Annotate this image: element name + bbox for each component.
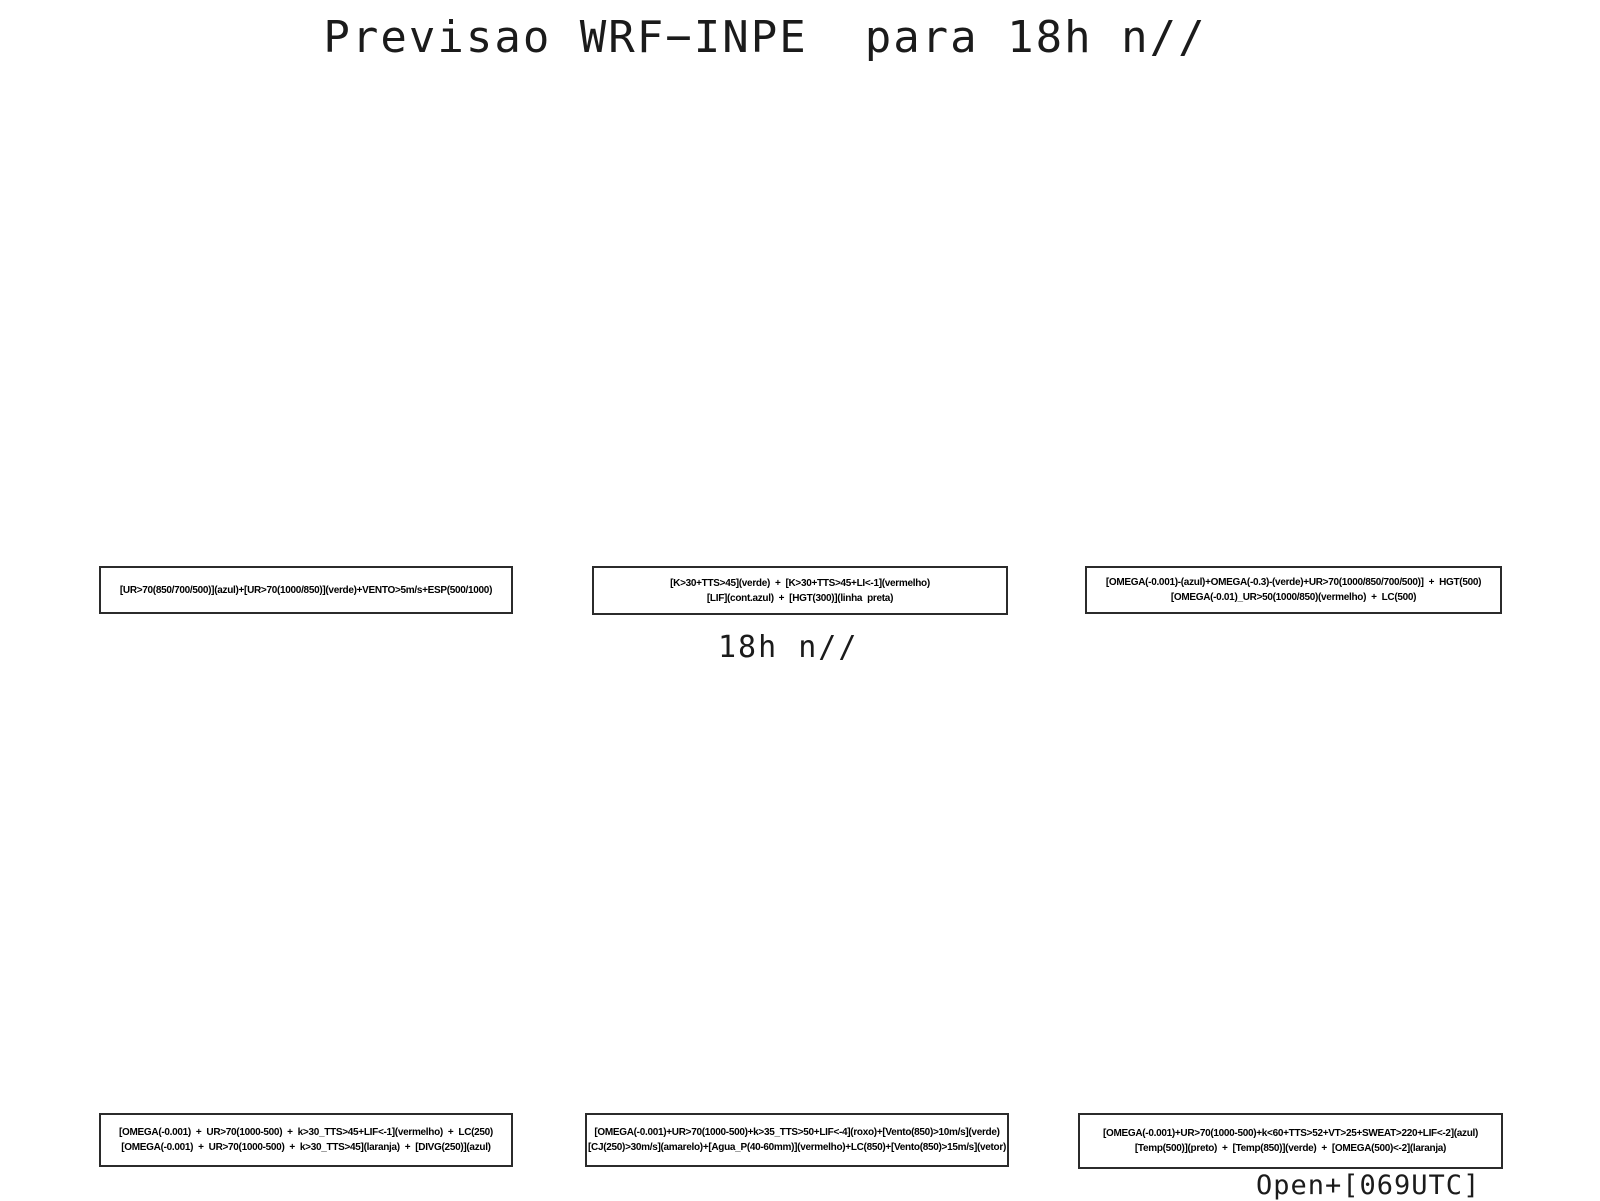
legend-line: [UR>70(850/700/500)](azul)+[UR>70(1000/850)](verde)+VENTO>5m/s+ESP(500/1000) — [119, 584, 493, 596]
legend-box-bottom-center — [585, 1113, 1009, 1167]
legend-line: [OMEGA(-0.01)_UR>50(1000/850)(vermelho) + LC(500) — [1170, 592, 1417, 603]
legend-line: [OMEGA(-0.001) + UR>70(1000-500) + k>30_TTS>45+LIF<-1](vermelho) + LC(250) — [119, 1127, 493, 1138]
legend-line: [CJ(250)>30m/s](amarelo)+[Agua_P(40-60mm)](vermelho)+LC(850)+[Vento(850)>15m/s](vetor) — [588, 1142, 1006, 1153]
legend-box-top-center — [592, 566, 1008, 615]
legend-box-bottom-right — [1078, 1113, 1503, 1169]
legend-box-top-left — [99, 566, 513, 614]
center-time-label: 18h n// — [718, 630, 859, 665]
legend-line: [LIF](cont.azul) + [HGT(300)](linha preta) — [706, 592, 894, 604]
legend-box-top-right — [1085, 566, 1502, 614]
footer-run-label: Open+[069UTC] — [1256, 1170, 1481, 1201]
legend-line: [OMEGA(-0.001)+UR>70(1000-500)+k<60+TTS>52+VT>25+SWEAT>220+LIF<-2](azul) — [1102, 1128, 1479, 1139]
legend-box-bottom-left — [99, 1113, 513, 1167]
legend-line: [K>30+TTS>45](verde) + [K>30+TTS>45+LI<-1](vermelho) — [670, 577, 930, 589]
legend-line: [Temp(500)](preto) + [Temp(850)](verde) + [OMEGA(500)<-2](laranja) — [1134, 1143, 1447, 1154]
legend-line: [OMEGA(-0.001) + UR>70(1000-500) + k>30_TTS>45](laranja) + [DIVG(250)](azul) — [121, 1142, 491, 1153]
page-title: Previsao WRF−INPE para 18h n// — [323, 12, 1207, 63]
legend-line: [OMEGA(-0.001)-(azul)+OMEGA(-0.3)-(verde)+UR>70(1000/850/700/500)] + HGT(500) — [1105, 577, 1482, 588]
legend-line: [OMEGA(-0.001)+UR>70(1000-500)+k>35_TTS>50+LIF<-4](roxo)+[Vento(850)>10m/s](verde) — [594, 1127, 1000, 1138]
